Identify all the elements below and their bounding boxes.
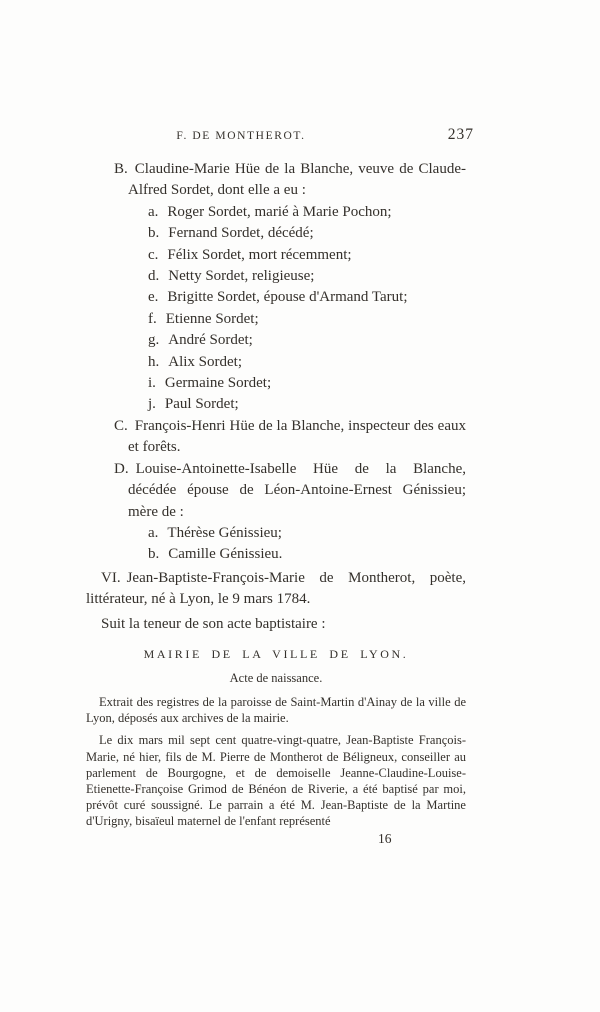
item-text: André Sordet; <box>168 332 253 349</box>
genealogy-entry-d <box>86 459 466 523</box>
sub-list-d <box>86 523 466 566</box>
item-label: i. <box>148 375 156 392</box>
item-text: Roger Sordet, marié à Marie Pochon; <box>167 203 392 220</box>
acte-paragraph: Le dix mars mil sept cent quatre-vingt-quatre, Jean-Baptiste François-Marie, né hier, fils de M. Pierre de Montherot de Béligneux, conseiller au parlement de Bourgogne, et de demoiselle Jeanne-Claudine-Louise-Etienette-Françoise Grimod de Bénéon de Riverie, a été baptisé par moi, prévôt curé soussigné. Le parrain a été M. Jean-Baptiste de la Martine d'Urigny, bisaïeul maternel de l'enfant représenté <box>86 733 466 829</box>
list-item <box>86 287 466 308</box>
list-item <box>86 266 466 287</box>
entry-text: Claudine-Marie Hüe de la Blanche, veuve de Claude-Alfred Sordet, dont elle a eu : <box>128 161 466 199</box>
acte-section <box>86 647 466 830</box>
genealogy-entry-b <box>86 159 466 202</box>
entry-text: Jean-Baptiste-François-Marie de Montherot, poète, littérateur, né à Lyon, le 9 mars 1784. <box>86 569 466 608</box>
item-label: c. <box>148 246 159 263</box>
intro-line: Suit la teneur de son acte baptistaire : <box>101 615 326 632</box>
page-number: 237 <box>447 126 474 143</box>
entry-label: C. <box>114 417 128 434</box>
signature-mark: 16 <box>378 830 392 846</box>
item-label: e. <box>148 289 159 306</box>
item-text: Brigitte Sordet, épouse d'Armand Tarut; <box>167 289 408 306</box>
item-label: b. <box>148 225 160 242</box>
acte-subheading: Acte de naissance. <box>229 670 323 685</box>
list-item <box>86 523 466 544</box>
list-item <box>86 309 466 330</box>
sub-list-b <box>86 202 466 416</box>
acte-paragraph: Extrait des registres de la paroisse de Saint-Martin d'Ainay de la ville de Lyon, déposés aux archives de la mairie. <box>86 694 466 726</box>
item-label: d. <box>148 268 160 285</box>
acte-heading: MAIRIE DE LA VILLE DE LYON. <box>143 646 409 661</box>
item-label: a. <box>148 524 159 541</box>
item-label: f. <box>148 310 157 327</box>
item-label: g. <box>148 332 160 349</box>
entry-label: B. <box>114 161 128 177</box>
item-text: Alix Sordet; <box>168 353 242 370</box>
list-item <box>86 202 466 223</box>
item-label: h. <box>148 353 160 370</box>
item-text: Félix Sordet, mort récemment; <box>167 246 352 263</box>
item-text: Thérèse Génissieu; <box>167 524 282 541</box>
running-header <box>86 126 474 147</box>
item-text: Fernand Sordet, décédé; <box>168 225 314 242</box>
list-item <box>86 223 466 244</box>
list-item <box>86 394 466 415</box>
item-label: j. <box>148 396 156 413</box>
list-item <box>86 245 466 266</box>
item-text: Paul Sordet; <box>164 396 239 413</box>
item-text: Etienne Sordet; <box>165 310 259 327</box>
item-text: Camille Génissieu. <box>168 546 283 563</box>
entry-text: Louise-Antoinette-Isabelle Hüe de la Blanche, décédée épouse de Léon-Antoine-Ernest Génissieu; mère de : <box>128 460 466 520</box>
genealogy-entry-c <box>86 416 466 459</box>
list-item <box>86 544 466 565</box>
item-label: a. <box>148 203 159 220</box>
running-title: F. DE MONTHEROT. <box>176 130 306 142</box>
list-item <box>86 373 466 394</box>
list-item <box>86 330 466 351</box>
item-text: Germaine Sordet; <box>164 375 272 392</box>
entry-text: François-Henri Hüe de la Blanche, inspecteur des eaux et forêts. <box>128 417 466 456</box>
genealogy-entry-vi <box>86 568 466 611</box>
entry-label: D. <box>114 460 129 477</box>
list-item <box>86 352 466 373</box>
item-label: b. <box>148 546 160 563</box>
entry-label: VI. <box>101 569 121 586</box>
item-text: Netty Sordet, religieuse; <box>168 268 315 285</box>
text-block <box>86 126 474 847</box>
